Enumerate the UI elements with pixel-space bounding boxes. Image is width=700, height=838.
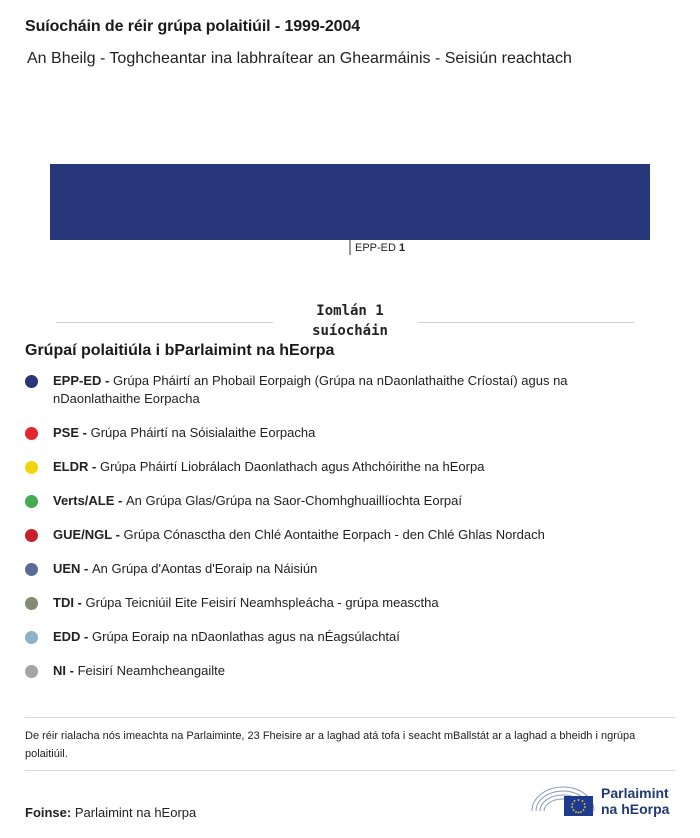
seat-bar-chart: [0, 150, 700, 265]
legend-group-name: Grúpa Pháirtí Liobrálach Daonlathach agus Athchóirithe na hEorpa: [99, 459, 485, 474]
logo-line-1: Parlaimint: [601, 785, 669, 801]
legend-group-name: Grúpa Pháirtí na Sóisialaithe Eorpacha: [90, 425, 316, 440]
source-line: [25, 805, 196, 820]
legend-color-swatch: [25, 427, 38, 440]
legend-item: [25, 372, 645, 408]
legend-item: [25, 458, 645, 476]
legend-color-swatch: [25, 375, 38, 388]
ep-logo: [530, 781, 680, 821]
legend-group-code: NI -: [53, 663, 78, 678]
legend-item: [25, 594, 645, 612]
footer-divider-top: [25, 717, 675, 718]
legend-group-code: PSE -: [53, 425, 91, 440]
legend-item: [25, 628, 645, 646]
legend-group-code: UEN -: [53, 561, 92, 576]
hemicycle-icon: [530, 781, 596, 821]
legend-color-swatch: [25, 563, 38, 576]
legend-group-code: GUE/NGL -: [53, 527, 124, 542]
legend-group-name: An Grúpa Glas/Grúpa na Saor-Chomhghuaillíochta Eorpaí: [125, 493, 462, 508]
legend-group-name: An Grúpa d'Aontas d'Eoraip na Náisiún: [92, 561, 318, 576]
legend-group-code: EDD -: [53, 629, 92, 644]
legend-group-name: Grúpa Teicniúil Eite Feisirí Neamhspleácha - grúpa measctha: [85, 595, 439, 610]
legend-color-swatch: [25, 665, 38, 678]
legend-item: [25, 424, 645, 442]
source-label: Foinse:: [25, 805, 72, 820]
legend-color-swatch: [25, 529, 38, 542]
total-divider-left: [56, 322, 273, 323]
legend-group-code: EPP-ED -: [53, 373, 113, 388]
legend-group-name: Feisirí Neamhcheangailte: [77, 663, 225, 678]
legend-item: [25, 560, 645, 578]
chart-subtitle: An Bheilg - Toghcheantar ina labhraítear an Ghearmáinis - Seisiún reachtach: [27, 50, 572, 67]
source-text: Parlaimint na hEorpa: [71, 805, 197, 820]
legend-color-swatch: [25, 461, 38, 474]
logo-wordmark: [601, 785, 669, 817]
legend-color-swatch: [25, 495, 38, 508]
legend-group-name: Grúpa Pháirtí an Phobail Eorpaigh (Grúpa na nDaonlathaithe Críostaí) agus na nDaonlathaithe Eorpacha: [53, 373, 568, 406]
legend-group-name: Grúpa Eoraip na nDaonlathas agus na nÉagsúlachtaí: [92, 629, 400, 644]
bar-value-label: 1: [399, 242, 406, 254]
total-seats-label: Iomlán 1 suíocháin: [312, 303, 388, 339]
legend-group-name: Grúpa Cónasctha den Chlé Aontaithe Eorpach - den Chlé Ghlas Nordach: [123, 527, 545, 542]
legend-item: [25, 662, 645, 680]
footer-note: De réir rialacha nós imeachta na Parlaiminte, 23 Fheisire ar a laghad atá tofa i seacht mBallstát ar a laghad a bheidh i ngrúpa polaitiúil.: [25, 730, 636, 760]
legend-group-code: TDI -: [53, 595, 86, 610]
legend-group-code: ELDR -: [53, 459, 100, 474]
logo-line-2: na hEorpa: [601, 801, 670, 817]
legend-color-swatch: [25, 597, 38, 610]
legend-item: [25, 492, 645, 510]
legend-item: [25, 526, 645, 544]
footer-divider-bottom: [25, 770, 675, 771]
chart-title: Suíocháin de réir grúpa polaitiúil - 1999-2004: [25, 18, 361, 35]
bar-data-label: EPP-ED 1: [355, 242, 406, 254]
total-divider-right: [418, 322, 634, 323]
legend-list: [25, 372, 645, 680]
legend-color-swatch: [25, 631, 38, 644]
legend-group-code: Verts/ALE -: [53, 493, 126, 508]
legend-heading: Grúpaí polaitiúla i bParlaimint na hEorpa: [25, 342, 335, 359]
bar-segment: [50, 164, 650, 240]
